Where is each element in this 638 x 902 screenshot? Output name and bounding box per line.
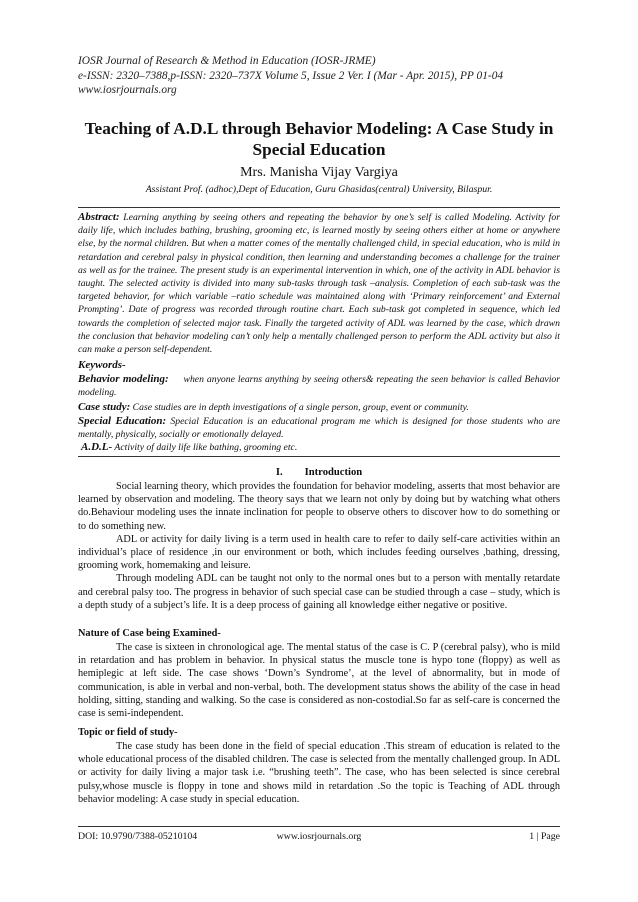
footer-rule	[78, 826, 560, 827]
section-heading-introduction: I. Introduction	[275, 467, 363, 478]
subheading-nature-of-case: Nature of Case being Examined-	[78, 628, 221, 639]
keyword-special-education: Special Education: Special Education is an educational program me which is designed for those students who are mentally, physically, socially or emotionally delayed.	[78, 415, 560, 441]
footer-site: www.iosrjournals.org	[276, 831, 362, 842]
journal-name: IOSR Journal of Research & Method in Education (IOSR-JRME)	[78, 55, 376, 67]
abstract-text: Learning anything by seeing others and repeating the behavior by one’s self is called Modeling. Activity for daily life, which includes bathing, brushing, grooming etc, is learned mostly by seeing others either at home or anywhere else, by the normal children. But when a matter comes of the mentally challenged child, in special education, who is mild in retardation and cerebral palsy in physical condition, then learning and understanding becomes a challenge for the trainer as well as for the trainee. The present study is an experimental intervention in which, one of the activity in ADL behavior is taught. The selected activity is divided into many sub-tasks through task –analysis. Completion of each sub-task was the targeted behavior, for which variable –ratio schedule was maintained along with ‘Primary reinforcement’ and External Prompting’. Date of progress was recorded through routine chart. Each sub-task got completed in sequence, which led towards the completion of selected major task. Finally the targeted activity of ADL was learned by the case, which drawn the conclusion that behavior modeling can’t only help a mentally challenged person to perform the ADL activity but also it can make a person self-dependent.	[78, 212, 560, 356]
author-name: Mrs. Manisha Vijay Vargiya	[240, 165, 398, 180]
paragraph: Social learning theory, which provides the foundation for behavior modeling, asserts that most behavior are learned by observation and modeling. The theory says that we learn not only by doing but by watching what others do.Behaviour modeling uses the innate inclination for people to observe others to discover how to do something or to do something new.	[78, 481, 560, 532]
abstract-bottom-rule	[78, 456, 560, 457]
paragraph: The case is sixteen in chronological age. The mental status of the case is C. P (cerebral palsy), who is mild in retardation and has problem in behavior. In physical status the muscle tone is hypo tone (floppy) as well as hemiplegic at left side. The case shows ‘Down’s Syndrome’, at the level of abnormality, but in mode of communication, is able in verbal and non-verbal, both. The development status shows the ability of the case in head holding, sitting, standing and walking. So the case is considered as non-costodial.So far as self-care is concerned the case is semi-independent.	[78, 642, 560, 720]
introduction-body	[78, 480, 560, 612]
paragraph: Through modeling ADL can be taught not only to the normal ones but to a person with mentally retardate and cerebral palsy too. The progress in behavior of such special case can be studied through a case – study, which is a depth study of a subject’s life. It is a deep process of gaining all knowledge either negative or positive.	[78, 573, 560, 611]
subheading-topic: Topic or field of study-	[78, 727, 178, 738]
paper-title: Teaching of A.D.L through Behavior Modeling: A Case Study in Special Education	[84, 119, 554, 159]
footer-page-number: 1 | Page	[529, 831, 560, 842]
journal-header	[78, 54, 578, 98]
journal-issn: e-ISSN: 2320–7388,p-ISSN: 2320–737X Volume 5, Issue 2 Ver. I (Mar - Apr. 2015), PP 01-04	[78, 69, 504, 82]
abstract	[78, 211, 560, 356]
journal-url: www.iosrjournals.org	[78, 84, 177, 97]
topic-body	[78, 740, 560, 806]
keyword-behavior-modeling: Behavior modeling: when anyone learns anything by seeing others& repeating the seen behavior is called Behavior modeling.	[78, 373, 561, 399]
keyword-adl: A.D.L- Activity of daily life like bathing, grooming etc.	[81, 441, 298, 453]
abstract-top-rule	[78, 207, 560, 208]
author-affiliation: Assistant Prof. (adhoc),Dept of Education, Guru Ghasidas(central) University, Bilaspur.	[145, 184, 493, 195]
abstract-label: Abstract:	[78, 211, 120, 223]
nature-body	[78, 641, 560, 720]
keyword-case-study: Case study: Case studies are in depth investigations of a single person, group, event or community.	[78, 401, 469, 413]
paragraph: The case study has been done in the field of special education .This stream of education is related to the whole educational process of the disabled children. The case is selected from the mentally challenged group. In ADL or activity for daily living a major task i.e. “brushing teeth”. The case, who has been selected is since cerebral pulsy,whose muscle is floppy in tone and shows mild in retardation .So the topic is Teaching of ADL through behavior modeling: A case study in special education.	[78, 741, 560, 805]
paragraph: ADL or activity for daily living is a term used in health care to refer to daily self-care activities within an individual’s place of residence ,in our environment or both, which includes feeding ourselves ,bathing, dressing, grooming work, homemaking and leisure.	[78, 533, 560, 572]
footer-doi: DOI: 10.9790/7388-05210104	[78, 831, 198, 842]
keywords-heading: Keywords-	[78, 359, 126, 371]
